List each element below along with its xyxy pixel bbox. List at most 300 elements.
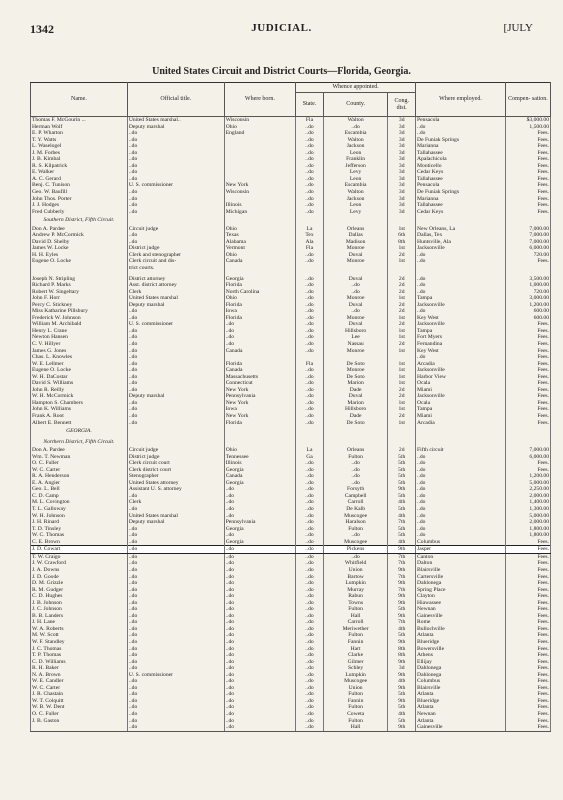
- cell-dist: 3d: [388, 163, 416, 170]
- cell-dist: 4th: [388, 678, 416, 685]
- cell-pay: Fees.: [505, 580, 550, 587]
- cell-born: ..do: [224, 639, 295, 646]
- cell-dist: 2d: [388, 302, 416, 309]
- cell-state: ..do: [296, 639, 324, 646]
- col-header-dist: Cong. dist.: [388, 93, 416, 117]
- cell-dist: 1st: [388, 295, 416, 302]
- cell-state: Tex: [296, 232, 324, 239]
- table-title: United States Circuit and District Courts—Florida, Georgia.: [152, 66, 411, 77]
- cell-name: W. H. McCormick: [31, 393, 128, 400]
- cell-county: Walton: [323, 117, 388, 124]
- cell-name: J. D. Cowart: [31, 546, 128, 554]
- cell-employed: Bowersville: [416, 646, 506, 653]
- empty-cell: [388, 437, 416, 448]
- col-header-appointed: Whence appointed.: [296, 83, 416, 93]
- cell-county: Whitfield: [323, 560, 388, 567]
- cell-employed: Key West: [416, 348, 506, 355]
- cell-employed: ..do: [416, 124, 506, 131]
- cell-county: Fulton: [323, 454, 388, 461]
- cell-name: Miss Katharine Pillsbury: [31, 308, 128, 315]
- cell-born: Connecticut: [224, 380, 295, 387]
- cell-dist: 5th: [388, 632, 416, 639]
- cell-county: De Soto: [323, 361, 388, 368]
- cell-county: Murray: [323, 587, 388, 594]
- cell-born: North Carolina: [224, 289, 295, 296]
- cell-name: William M. Archibald: [31, 321, 128, 328]
- cell-name: Frederick W. Johnson: [31, 315, 128, 322]
- empty-cell: [416, 215, 506, 226]
- cell-employed: Fernandina: [416, 341, 506, 348]
- cell-county: Pickens: [323, 546, 388, 554]
- cell-name: Frank A. Root: [31, 413, 128, 420]
- cell-title: United States attorney: [127, 480, 224, 487]
- cell-employed: Atlanta: [416, 704, 506, 711]
- cell-dist: 4th: [388, 539, 416, 546]
- cell-county: Levy: [323, 209, 388, 216]
- cell-pay: Fees.: [505, 587, 550, 594]
- cell-state: ..do: [296, 567, 324, 574]
- cell-pay: 1,400.00: [505, 499, 550, 506]
- cell-title: ..do: [127, 665, 224, 672]
- cell-employed: Cedar Keys: [416, 169, 506, 176]
- cell-employed: Dalton: [416, 560, 506, 567]
- cell-dist: 9th: [388, 567, 416, 574]
- cell-title: ..do: [127, 143, 224, 150]
- cell-county: Dade: [323, 387, 388, 394]
- cell-born: New York: [224, 182, 295, 189]
- cell-title: ..do: [127, 334, 224, 341]
- cell-pay: Fees.: [505, 156, 550, 163]
- cell-dist: 2d: [388, 289, 416, 296]
- cell-state: ..do: [296, 593, 324, 600]
- cell-name: Percy C. Stickney: [31, 302, 128, 309]
- cell-name: [31, 724, 128, 731]
- cell-pay: 720.00: [505, 289, 550, 296]
- cell-employed: ..do: [416, 486, 506, 493]
- cell-dist: 1st: [388, 361, 416, 368]
- cell-employed: Columbus: [416, 539, 506, 546]
- cell-employed: Arcadia: [416, 420, 506, 427]
- cell-title: ..do: [127, 646, 224, 653]
- cell-pay: Fees.: [505, 553, 550, 560]
- cell-state: ..do: [296, 163, 324, 170]
- cell-name: R. M. Gudger: [31, 587, 128, 594]
- cell-born: New York: [224, 400, 295, 407]
- cell-employed: Bullochville: [416, 626, 506, 633]
- cell-county: De Soto: [323, 420, 388, 427]
- cell-dist: 1st: [388, 406, 416, 413]
- cell-name: W. H. DaCostar: [31, 374, 128, 381]
- cell-employed: Blairsville: [416, 567, 506, 574]
- cell-born: ..do: [224, 321, 295, 328]
- cell-born: Iowa: [224, 406, 295, 413]
- cell-name: John R. Reilly: [31, 387, 128, 394]
- cell-title: ..do: [127, 506, 224, 513]
- cell-employed: Dahlonega: [416, 580, 506, 587]
- cell-pay: 5,000.00: [505, 480, 550, 487]
- cell-name: C. D. Camp: [31, 493, 128, 500]
- cell-county: Hall: [323, 613, 388, 620]
- cell-state: ..do: [296, 302, 324, 309]
- cell-state: ..do: [296, 348, 324, 355]
- cell-pay: 1,200.00: [505, 473, 550, 480]
- cell-name: R. H. Baker: [31, 665, 128, 672]
- cell-title: ..do: [127, 209, 224, 216]
- cell-dist: 7th: [388, 560, 416, 567]
- table-row: [31, 553, 551, 560]
- cell-pay: 7,000.00: [505, 232, 550, 239]
- cell-pay: Fees.: [505, 196, 550, 203]
- cell-dist: 8th: [388, 646, 416, 653]
- cell-employed: ..do: [416, 289, 506, 296]
- cell-dist: 1st: [388, 374, 416, 381]
- cell-name: L. Waselogel: [31, 143, 128, 150]
- cell-title: Clerk and stenographer: [127, 252, 224, 259]
- cell-county: Lee: [323, 334, 388, 341]
- cell-county: Duval: [323, 321, 388, 328]
- cell-dist: 3d: [388, 176, 416, 183]
- cell-pay: 3,500.00: [505, 276, 550, 283]
- cell-born: ..do: [224, 659, 295, 666]
- cell-title: ..do: [127, 367, 224, 374]
- cell-county: ..do: [323, 532, 388, 539]
- cell-employed: Huntsville, Ala: [416, 239, 506, 246]
- empty-cell: [224, 426, 295, 437]
- cell-state: Fla: [296, 245, 324, 252]
- cell-born: Ohio: [224, 252, 295, 259]
- cell-state: Ala: [296, 239, 324, 246]
- cell-pay: Fees.: [505, 393, 550, 400]
- cell-state: ..do: [296, 619, 324, 626]
- section-heading-row: [31, 437, 551, 448]
- cell-title: ..do: [127, 606, 224, 613]
- cell-name: M. W. Scott: [31, 632, 128, 639]
- cell-title: ..do: [127, 698, 224, 705]
- cell-born: Pennsylvania: [224, 519, 295, 526]
- cell-state: ..do: [296, 380, 324, 387]
- cell-employed: Dahlonega: [416, 672, 506, 679]
- cell-county: Levy: [323, 169, 388, 176]
- cell-employed: Cartersville: [416, 574, 506, 581]
- cell-name: J. B. Kimbal: [31, 156, 128, 163]
- cell-title: United States marshal: [127, 513, 224, 520]
- cell-dist: 3d: [388, 150, 416, 157]
- page-header: [0, 22, 563, 38]
- cell-name: O. C. Fuller: [31, 711, 128, 718]
- cell-county: Clarke: [323, 652, 388, 659]
- cell-title: ..do: [127, 413, 224, 420]
- cell-name: T. L. Galloway: [31, 506, 128, 513]
- cell-pay: Fees.: [505, 685, 550, 692]
- cell-employed: ..do: [416, 354, 506, 361]
- cell-pay: Fees.: [505, 718, 550, 725]
- cell-title: ..do: [127, 711, 224, 718]
- table-row: [31, 117, 551, 124]
- cell-pay: Fees.: [505, 400, 550, 407]
- cell-title: U. S. commissioner: [127, 182, 224, 189]
- cell-state: ..do: [296, 499, 324, 506]
- cell-county: Nassau: [323, 341, 388, 348]
- cell-name: J. B. Gaston: [31, 718, 128, 725]
- empty-cell: [224, 437, 295, 448]
- cell-pay: Fees.: [505, 574, 550, 581]
- cell-dist: 2d: [388, 393, 416, 400]
- cell-name: Wm. T. Newman: [31, 454, 128, 461]
- cell-pay: Fees.: [505, 613, 550, 620]
- cell-county: Marion: [323, 400, 388, 407]
- cell-employed: De Funiak Springs: [416, 137, 506, 144]
- cell-employed: Jacksonville: [416, 302, 506, 309]
- cell-state: ..do: [296, 315, 324, 322]
- cell-county: Fulton: [323, 526, 388, 533]
- cell-born: Georgia: [224, 526, 295, 533]
- cell-name: E. P. Wharton: [31, 130, 128, 137]
- cell-employed: Arcadia: [416, 361, 506, 368]
- cell-born: ..do: [224, 567, 295, 574]
- cell-county: Walton: [323, 137, 388, 144]
- cell-county: ..do: [323, 289, 388, 296]
- cell-name: Joseph N. Stripling: [31, 276, 128, 283]
- cell-pay: Fees.: [505, 593, 550, 600]
- cell-dist: 3d: [388, 143, 416, 150]
- cell-name: H. H. Eyles: [31, 252, 128, 259]
- cell-title: ..do: [127, 130, 224, 137]
- cell-title: ..do: [127, 553, 224, 560]
- cell-pay: Fees.: [505, 258, 550, 265]
- cell-county: Escambia: [323, 130, 388, 137]
- cell-state: ..do: [296, 258, 324, 265]
- cell-dist: 9th: [388, 593, 416, 600]
- cell-pay: 7,000.00: [505, 226, 550, 233]
- empty-cell: [296, 426, 324, 437]
- cell-state: ..do: [296, 393, 324, 400]
- cell-dist: 2d: [388, 282, 416, 289]
- cell-pay: 7,000.00: [505, 239, 550, 246]
- cell-employed: ..do: [416, 460, 506, 467]
- empty-cell: [224, 215, 295, 226]
- cell-title: ..do: [127, 341, 224, 348]
- cell-title: ..do: [127, 678, 224, 685]
- cell-employed: Jasper: [416, 546, 506, 554]
- cell-state: ..do: [296, 367, 324, 374]
- cell-pay: Fees.: [505, 169, 550, 176]
- cell-pay: Fees.: [505, 413, 550, 420]
- cell-pay: 1,800.00: [505, 526, 550, 533]
- cell-county: Muscogee: [323, 539, 388, 546]
- cell-pay: Fees.: [505, 334, 550, 341]
- cell-dist: 3d: [388, 137, 416, 144]
- cell-born: Alabama: [224, 239, 295, 246]
- cell-born: ..do: [224, 493, 295, 500]
- cell-county: Fulton: [323, 718, 388, 725]
- cell-county: Franklin: [323, 156, 388, 163]
- cell-born: Georgia: [224, 539, 295, 546]
- cell-born: Canada: [224, 473, 295, 480]
- cell-name: Albert E. Bennett: [31, 420, 128, 427]
- cell-title: ..do: [127, 348, 224, 355]
- cell-title: ..do: [127, 400, 224, 407]
- cell-dist: 8th: [388, 652, 416, 659]
- cell-state: ..do: [296, 328, 324, 335]
- cell-state: ..do: [296, 124, 324, 131]
- empty-cell: [505, 426, 550, 437]
- cell-employed: ..do: [416, 308, 506, 315]
- cell-state: ..do: [296, 480, 324, 487]
- cell-born: ..do: [224, 334, 295, 341]
- cell-born: Vermont: [224, 245, 295, 252]
- cell-title: ..do: [127, 169, 224, 176]
- cell-title: Deputy marshal: [127, 519, 224, 526]
- cell-state: ..do: [296, 341, 324, 348]
- cell-title: ..do: [127, 626, 224, 633]
- cell-title: ..do: [127, 526, 224, 533]
- cell-dist: 9th: [388, 546, 416, 554]
- cell-county: Hillsboro: [323, 328, 388, 335]
- cell-county: Escambia: [323, 182, 388, 189]
- cell-dist: 7th: [388, 587, 416, 594]
- cell-state: ..do: [296, 587, 324, 594]
- cell-employed: Jacksonville: [416, 367, 506, 374]
- cell-employed: Clayton: [416, 593, 506, 600]
- cell-state: Fla: [296, 117, 324, 124]
- cell-dist: 5th: [388, 460, 416, 467]
- cell-employed: Spring Place: [416, 587, 506, 594]
- cell-employed: Gainesville: [416, 613, 506, 620]
- cell-pay: Fees.: [505, 460, 550, 467]
- cell-title: Clerk circuit court: [127, 460, 224, 467]
- cell-pay: Fees.: [505, 691, 550, 698]
- page-month: [JULY: [503, 22, 533, 34]
- cell-county: Leon: [323, 202, 388, 209]
- empty-cell: [416, 426, 506, 437]
- cell-born: Canada: [224, 348, 295, 355]
- cell-name: E. A. Angier: [31, 480, 128, 487]
- cell-title: ..do: [127, 587, 224, 594]
- cell-state: ..do: [296, 486, 324, 493]
- cell-born: ..do: [224, 553, 295, 560]
- cell-name: Don A. Pardee: [31, 447, 128, 454]
- cell-employed: Fifth circuit: [416, 447, 506, 454]
- cell-state: ..do: [296, 652, 324, 659]
- cell-dist: 5th: [388, 467, 416, 474]
- cell-born: ..do: [224, 341, 295, 348]
- cell-name: James W. Locke: [31, 245, 128, 252]
- cell-name: Chas. L. Knowles: [31, 354, 128, 361]
- cell-name: B. B. Landers: [31, 613, 128, 620]
- empty-cell: [505, 215, 550, 226]
- cell-state: ..do: [296, 289, 324, 296]
- cell-state: ..do: [296, 626, 324, 633]
- cell-pay: Fees.: [505, 380, 550, 387]
- cell-state: ..do: [296, 308, 324, 315]
- cell-state: ..do: [296, 460, 324, 467]
- cell-title: District judge: [127, 454, 224, 461]
- cell-pay: 1,300.00: [505, 506, 550, 513]
- cell-born: ..do: [224, 486, 295, 493]
- cell-employed: Ellijay: [416, 659, 506, 666]
- cell-dist: 1st: [388, 315, 416, 322]
- cell-county: Fannin: [323, 639, 388, 646]
- cell-dist: 1st: [388, 348, 416, 355]
- cell-name: A. C. Gerard: [31, 176, 128, 183]
- cell-pay: Fees.: [505, 406, 550, 413]
- cell-pay: Fees.: [505, 646, 550, 653]
- cell-name: W. E. Lellmer: [31, 361, 128, 368]
- cell-employed: Blairsville: [416, 685, 506, 692]
- cell-employed: ..do: [416, 276, 506, 283]
- cell-pay: Fees.: [505, 659, 550, 666]
- section-heading-row: [31, 215, 551, 226]
- cell-title: ..do: [127, 420, 224, 427]
- cell-born: Michigan: [224, 209, 295, 216]
- cell-state: ..do: [296, 574, 324, 581]
- cell-name: J. M. Forbes: [31, 150, 128, 157]
- cell-pay: 1,800.00: [505, 532, 550, 539]
- cell-title: ..do: [127, 613, 224, 620]
- cell-state: ..do: [296, 252, 324, 259]
- cell-dist: 2d: [388, 308, 416, 315]
- cell-dist: 7th: [388, 519, 416, 526]
- cell-employed: ..do: [416, 493, 506, 500]
- cell-name: W. E. Candler: [31, 678, 128, 685]
- cell-employed: Pensacola: [416, 182, 506, 189]
- cell-title: ..do: [127, 406, 224, 413]
- cell-name: W. C. Thomas: [31, 532, 128, 539]
- cell-title: ..do: [127, 532, 224, 539]
- cell-born: Ohio: [224, 447, 295, 454]
- cell-title: ..do: [127, 137, 224, 144]
- col-header-born: Where born.: [224, 83, 295, 117]
- cell-employed: Marianna: [416, 196, 506, 203]
- cell-state: ..do: [296, 659, 324, 666]
- cell-born: Georgia: [224, 480, 295, 487]
- cell-state: ..do: [296, 718, 324, 725]
- cell-name: David D. Shelby: [31, 239, 128, 246]
- cell-state: ..do: [296, 413, 324, 420]
- cell-pay: 2,250.00: [505, 486, 550, 493]
- cell-county: Union: [323, 567, 388, 574]
- cell-state: ..do: [296, 209, 324, 216]
- cell-name: J. B. Johnson: [31, 600, 128, 607]
- cell-pay: 6,000.00: [505, 245, 550, 252]
- cell-title: ..do: [127, 691, 224, 698]
- cell-name: Geo. W. Baufill: [31, 189, 128, 196]
- cell-county: Leon: [323, 150, 388, 157]
- cell-dist: 9th: [388, 486, 416, 493]
- cell-born: New York: [224, 387, 295, 394]
- cell-title: Clerk: [127, 499, 224, 506]
- cell-dist: 7th: [388, 553, 416, 560]
- cell-dist: 1st: [388, 400, 416, 407]
- cell-pay: Fees.: [505, 606, 550, 613]
- cell-pay: 1,200.00: [505, 302, 550, 309]
- cell-dist: 3d: [388, 117, 416, 124]
- cell-title: ..do: [127, 539, 224, 546]
- cell-pay: Fees.: [505, 539, 550, 546]
- cell-name: Richard P. Marks: [31, 282, 128, 289]
- cell-pay: 3,000.00: [505, 295, 550, 302]
- cell-name: R. S. Kilpatrick: [31, 163, 128, 170]
- cell-employed: ..do: [416, 467, 506, 474]
- cell-employed: ..do: [416, 130, 506, 137]
- cell-title: Circuit judge: [127, 226, 224, 233]
- cell-title: U. S. commissioner: [127, 672, 224, 679]
- cell-state: Ga: [296, 454, 324, 461]
- cell-dist: 4th: [388, 626, 416, 633]
- cell-dist: 3d: [388, 124, 416, 131]
- cell-title: ..do: [127, 493, 224, 500]
- cell-state: ..do: [296, 400, 324, 407]
